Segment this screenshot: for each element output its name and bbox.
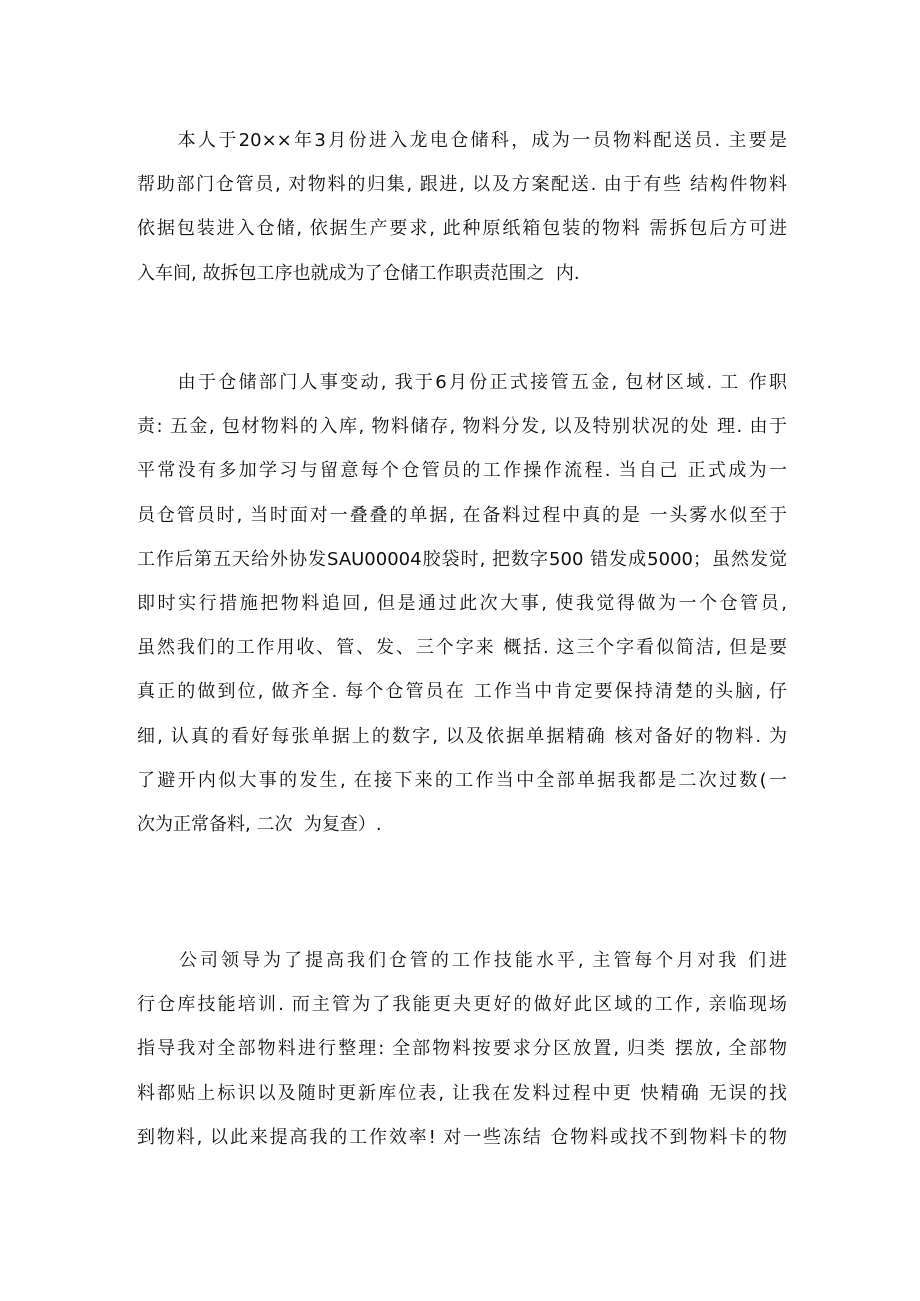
paragraph-2 bbox=[137, 361, 787, 847]
text-line: 虽然我们的工作用收、管、发、三个字来 概括. 这三个字看似简洁, 但是要 bbox=[137, 637, 787, 659]
text-line: 料都贴上标识以及随时更新库位表, 让我在发料过程中更 快精确 无误的找 bbox=[137, 1082, 787, 1104]
text-line: 到物料, 以此来提高我的工作效率! 对一些冻结 仓物料或找不到物料卡的物 bbox=[137, 1126, 787, 1148]
text-line: 入车间, 故拆包工序也就成为了仓储工作职责范围之 内. bbox=[137, 262, 580, 284]
text-line: 平常没有多加学习与留意每个仓管员的工作操作流程. 当自己 正式成为一 bbox=[137, 460, 787, 482]
text-line: 指导我对全部物料进行整理: 全部物料按要求分区放置, 归类 摆放, 全部物 bbox=[137, 1038, 787, 1060]
text-line: 工作后第五天给外协发SAU00004胶袋时, 把数字500 错发成5000；虽然发觉 bbox=[137, 548, 787, 570]
text-line: 依据包装进入仓储, 依据生产要求, 此种原纸箱包装的物料 需拆包后方可进 bbox=[137, 218, 787, 240]
text-line: 公司领导为了提高我们仓管的工作技能水平, 主管每个月对我 们进 bbox=[137, 950, 787, 971]
text-line: 即时实行措施把物料追回, 但是通过此次大事, 使我觉得做为一个仓管员, bbox=[137, 592, 787, 614]
text-line: 本人于20××年3月份进入龙电仓储科，成为一员物料配送员. 主要是 bbox=[137, 130, 787, 151]
paragraph-1 bbox=[137, 119, 787, 296]
text-line: 责: 五金, 包材物料的入库, 物料储存, 物料分发, 以及特别状况的处 理. 由于 bbox=[137, 416, 787, 438]
text-line: 行仓库技能培训. 而主管为了我能更夬更好的做好此区域的工作, 亲临现场 bbox=[137, 994, 787, 1016]
text-line: 真正的做到位, 做齐全. 每个仓管员在 工作当中肯定要保持清楚的头脑, 仔 bbox=[137, 681, 787, 703]
text-line: 由于仓储部门人事变动, 我于6月份正式接管五金, 包材区域. 工 作职 bbox=[137, 372, 787, 393]
paragraph-3 bbox=[137, 939, 787, 1160]
text-line: 了避开内似大事的发生, 在接下来的工作当中全部单据我都是二次过数(一 bbox=[137, 769, 787, 791]
text-line: 帮助部门仓管员, 对物料的归集, 跟进, 以及方案配送. 由于有些 结构件物料 bbox=[137, 174, 787, 196]
text-line: 次为正常备料, 二次 为复查）. bbox=[137, 813, 382, 835]
text-line: 员仓管员时, 当时面对一叠叠的单据, 在备料过程中真的是 一头雾水似至于 bbox=[137, 504, 787, 526]
text-line: 细, 认真的看好每张单据上的数字, 以及依据单据精确 核对备好的物料. 为 bbox=[137, 725, 787, 747]
